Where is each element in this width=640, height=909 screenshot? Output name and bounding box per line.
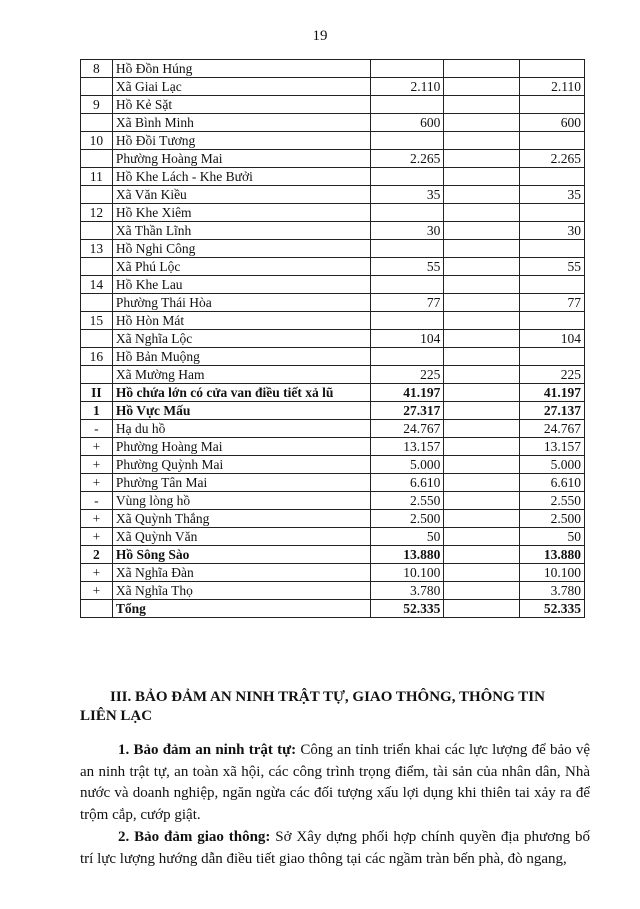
row-value-2 [520,240,585,258]
row-index: 8 [81,60,113,78]
row-empty-cell [444,492,520,510]
row-name: Hồ Khe Lau [112,276,370,294]
row-name: Hồ chứa lớn có cửa van điều tiết xả lũ [112,384,370,402]
row-name: Hồ Nghi Công [112,240,370,258]
row-value-2: 2.265 [520,150,585,168]
row-value-2: 77 [520,294,585,312]
table-row [81,78,585,96]
row-name: Hồ Khe Xiêm [112,204,370,222]
row-value-1: 6.610 [370,474,444,492]
table-row [81,528,585,546]
row-empty-cell [444,132,520,150]
row-value-2: 41.197 [520,384,585,402]
row-value-1: 50 [370,528,444,546]
row-value-2 [520,132,585,150]
row-value-2 [520,276,585,294]
row-name: Phường Hoàng Mai [112,150,370,168]
row-index: + [81,582,113,600]
row-value-2: 600 [520,114,585,132]
table-row [81,348,585,366]
row-value-1: 52.335 [370,600,444,618]
row-index [81,78,113,96]
row-index: 1 [81,402,113,420]
row-empty-cell [444,330,520,348]
row-value-2: 104 [520,330,585,348]
row-value-1 [370,96,444,114]
row-value-1 [370,312,444,330]
row-empty-cell [444,582,520,600]
row-name: Hồ Bản Muộng [112,348,370,366]
table-row [81,420,585,438]
row-empty-cell [444,114,520,132]
row-index [81,330,113,348]
row-value-2: 52.335 [520,600,585,618]
row-name: Xã Quỳnh Văn [112,528,370,546]
row-name: Vùng lòng hồ [112,492,370,510]
row-empty-cell [444,78,520,96]
table-row [81,510,585,528]
row-empty-cell [444,474,520,492]
row-name: Hồ Đồn Húng [112,60,370,78]
row-index: + [81,528,113,546]
row-name: Hồ Sông Sào [112,546,370,564]
table-row [81,312,585,330]
table-row [81,402,585,420]
row-index: 2 [81,546,113,564]
row-index [81,222,113,240]
table-row [81,330,585,348]
row-empty-cell [444,222,520,240]
row-empty-cell [444,456,520,474]
row-index: 15 [81,312,113,330]
row-value-2: 3.780 [520,582,585,600]
row-value-1 [370,348,444,366]
row-empty-cell [444,438,520,456]
paragraph-traffic [80,827,590,870]
row-index: 10 [81,132,113,150]
row-index: II [81,384,113,402]
paragraph-traffic-text: Sở Xây dựng phối hợp chính quyền địa phương bố trí lực lượng hướng dẫn điều tiết giao thông tại các ngầm tràn bến phà, đò ngang, [80,829,590,867]
row-index [81,114,113,132]
row-value-1: 10.100 [370,564,444,582]
row-value-2: 35 [520,186,585,204]
row-value-1 [370,204,444,222]
row-value-2 [520,204,585,222]
row-name: Hồ Hòn Mát [112,312,370,330]
row-value-1 [370,276,444,294]
row-empty-cell [444,564,520,582]
row-value-1: 27.317 [370,402,444,420]
row-name: Xã Thần Lĩnh [112,222,370,240]
section-heading-line2: LIÊN LẠC [80,708,153,724]
row-empty-cell [444,240,520,258]
row-name: Phường Quỳnh Mai [112,456,370,474]
row-index: - [81,420,113,438]
table-row [81,384,585,402]
table-row [81,366,585,384]
row-empty-cell [444,384,520,402]
row-index: 14 [81,276,113,294]
row-index: + [81,438,113,456]
row-empty-cell [444,600,520,618]
row-value-1 [370,240,444,258]
row-index: + [81,474,113,492]
row-value-1: 41.197 [370,384,444,402]
row-value-2: 2.500 [520,510,585,528]
row-empty-cell [444,312,520,330]
row-value-2: 55 [520,258,585,276]
row-value-2 [520,348,585,366]
row-index: - [81,492,113,510]
row-value-1: 225 [370,366,444,384]
row-value-1: 13.880 [370,546,444,564]
row-name: Hạ du hồ [112,420,370,438]
row-empty-cell [444,366,520,384]
row-name: Xã Phú Lộc [112,258,370,276]
row-value-2 [520,60,585,78]
row-empty-cell [444,150,520,168]
row-index: 12 [81,204,113,222]
row-index: + [81,564,113,582]
row-value-1 [370,60,444,78]
row-name: Xã Nghĩa Thọ [112,582,370,600]
row-empty-cell [444,276,520,294]
row-value-2: 225 [520,366,585,384]
row-value-2 [520,312,585,330]
row-index [81,150,113,168]
row-name: Phường Tân Mai [112,474,370,492]
row-index: + [81,510,113,528]
row-value-1: 600 [370,114,444,132]
row-empty-cell [444,96,520,114]
row-value-1: 2.265 [370,150,444,168]
row-value-2: 30 [520,222,585,240]
row-value-1: 77 [370,294,444,312]
row-empty-cell [444,402,520,420]
row-value-1 [370,168,444,186]
row-value-1: 5.000 [370,456,444,474]
row-index: + [81,456,113,474]
row-value-1: 30 [370,222,444,240]
row-value-2: 13.880 [520,546,585,564]
table-body [81,60,585,618]
table-row [81,114,585,132]
table-row [81,276,585,294]
table-row [81,564,585,582]
table-row [81,186,585,204]
row-value-2: 24.767 [520,420,585,438]
table-row [81,294,585,312]
row-name: Hồ Vực Mấu [112,402,370,420]
table-row [81,456,585,474]
row-empty-cell [444,420,520,438]
table-row [81,96,585,114]
row-empty-cell [444,294,520,312]
row-value-2: 13.157 [520,438,585,456]
table-row [81,600,585,618]
row-index: 16 [81,348,113,366]
row-index [81,258,113,276]
row-index [81,186,113,204]
row-index: 13 [81,240,113,258]
row-value-2: 6.610 [520,474,585,492]
row-empty-cell [444,60,520,78]
table-row [81,582,585,600]
page-number: 19 [312,28,328,44]
row-name: Hồ Đồi Tương [112,132,370,150]
row-value-1: 3.780 [370,582,444,600]
row-empty-cell [444,510,520,528]
row-name: Xã Nghĩa Lộc [112,330,370,348]
row-index: 9 [81,96,113,114]
table-row [81,150,585,168]
row-value-2: 10.100 [520,564,585,582]
row-value-1 [370,132,444,150]
table-row [81,168,585,186]
table-row [81,222,585,240]
row-name: Xã Mường Ham [112,366,370,384]
row-value-1: 35 [370,186,444,204]
row-index [81,294,113,312]
table-row [81,492,585,510]
row-empty-cell [444,258,520,276]
table-row [81,132,585,150]
row-index: 11 [81,168,113,186]
row-empty-cell [444,168,520,186]
section-heading [80,688,590,726]
row-value-1: 24.767 [370,420,444,438]
row-name: Hồ Kẻ Sặt [112,96,370,114]
row-value-2 [520,96,585,114]
paragraph-security-lead: 1. Bảo đảm an ninh trật tự: [118,742,297,758]
table-row [81,258,585,276]
section-heading-line1: III. BẢO ĐẢM AN NINH TRẬT TỰ, GIAO THÔNG, THÔNG TIN [110,689,545,705]
row-value-1: 2.110 [370,78,444,96]
row-value-1: 2.500 [370,510,444,528]
row-empty-cell [444,204,520,222]
table-row [81,240,585,258]
paragraph-security [80,740,590,826]
row-value-2: 2.550 [520,492,585,510]
row-name: Xã Văn Kiều [112,186,370,204]
row-index [81,366,113,384]
paragraph-traffic-lead: 2. Bảo đảm giao thông: [118,829,271,845]
row-name: Xã Quỳnh Thắng [112,510,370,528]
row-index [81,600,113,618]
table-row [81,60,585,78]
evacuation-table [80,59,585,618]
row-value-2: 5.000 [520,456,585,474]
row-name: Tổng [112,600,370,618]
row-name: Phường Thái Hòa [112,294,370,312]
row-value-1: 13.157 [370,438,444,456]
row-name: Phường Hoàng Mai [112,438,370,456]
row-value-2: 27.137 [520,402,585,420]
row-name: Xã Nghĩa Đàn [112,564,370,582]
row-value-2 [520,168,585,186]
table-row [81,474,585,492]
row-value-1: 55 [370,258,444,276]
row-value-1: 104 [370,330,444,348]
row-empty-cell [444,186,520,204]
row-empty-cell [444,528,520,546]
paragraph-security-text: Công an tỉnh triển khai các lực lượng để bảo vệ an ninh trật tự, an toàn xã hội, các công trình trọng điểm, tài sản của nhân dân, Nhà nước và doanh nghiệp, ngăn ngừa các đối tượng xấu lợi dụng khi thiên tai xảy ra để trộm cắp, cướp giật. [80,742,590,823]
row-empty-cell [444,348,520,366]
table-row [81,204,585,222]
row-name: Xã Bình Minh [112,114,370,132]
row-empty-cell [444,546,520,564]
row-name: Xã Giai Lạc [112,78,370,96]
row-value-1: 2.550 [370,492,444,510]
row-name: Hồ Khe Lách - Khe Bưởi [112,168,370,186]
table-row [81,546,585,564]
row-value-2: 2.110 [520,78,585,96]
row-value-2: 50 [520,528,585,546]
table-row [81,438,585,456]
